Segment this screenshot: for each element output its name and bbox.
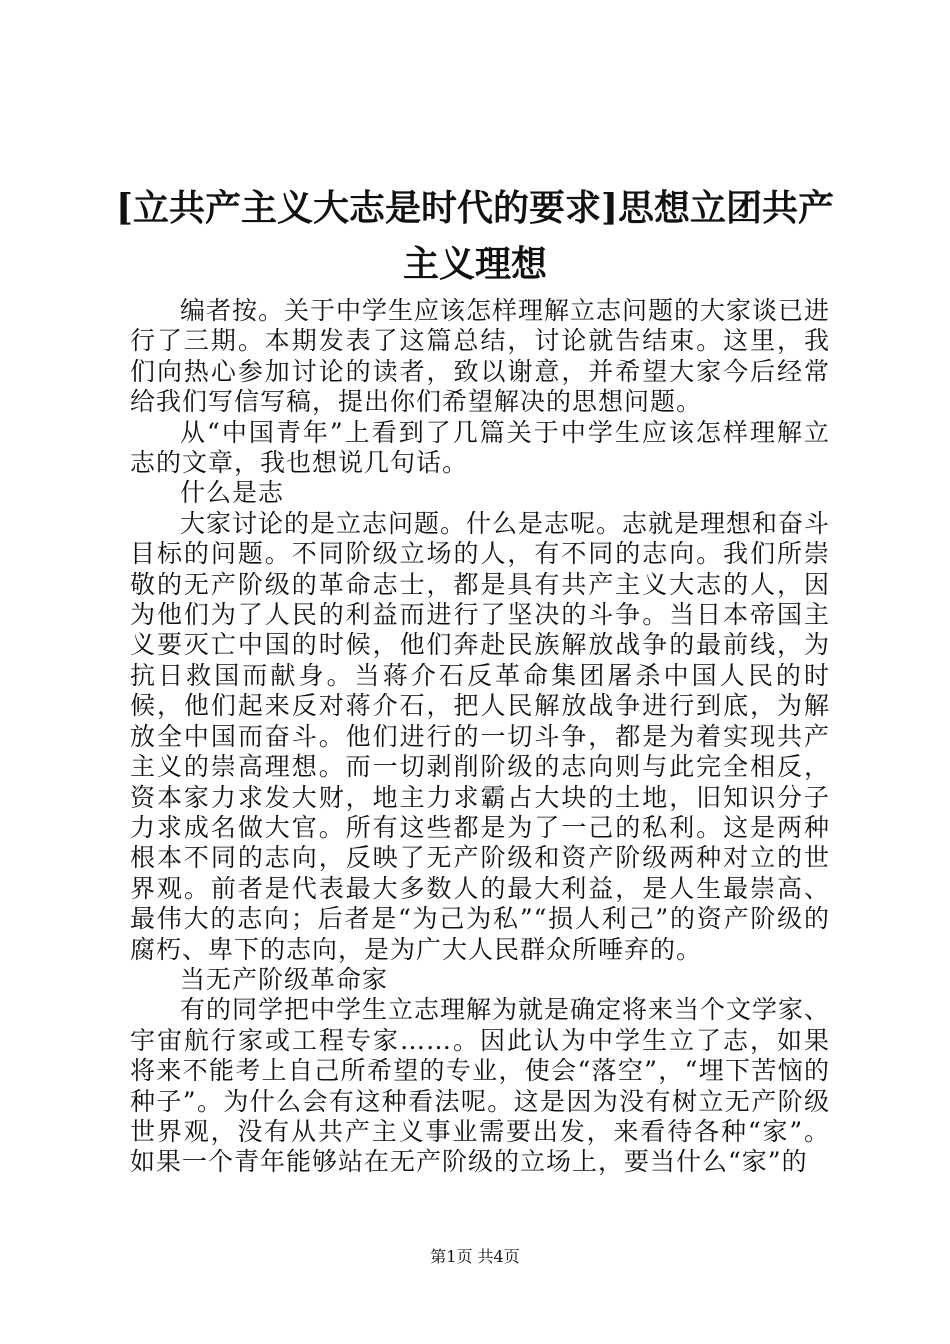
document-body — [130, 296, 830, 1178]
body-paragraph: 大家讨论的是立志问题。什么是志呢。志就是理想和奋斗目标的问题。不同阶级立场的人，有不同的志向。我们所崇敬的无产阶级的革命志士，都是具有共产主义大志的人，因为他们为了人民的利益而进行了坚决的斗争。当日本帝国主义要灭亡中国的时候，他们奔赴民族解放战争的最前线，为抗日救国而献身。当蒋介石反革命集团屠杀中国人民的时候，他们起来反对蒋介石，把人民解放战争进行到底，为解放全中国而奋斗。他们进行的一切斗争，都是为着实现共产主义的崇高理想。而一切剥削阶级的志向则与此完全相反，资本家力求发大财，地主力求霸占大块的土地，旧知识分子力求成名做大官。所有这些都是为了一己的私利。这是两种根本不同的志向，反映了无产阶级和资产阶级两种对立的世界观。前者是代表最大多数人的最大利益，是人生最崇高、最伟大的志向；后者是“为己为私”“损人利己”的资产阶级的腐朽、卑下的志向，是为广大人民群众所唾弃的。 — [130, 508, 831, 964]
body-paragraph: 有的同学把中学生立志理解为就是确定将来当个文学家、宇宙航行家或工程专家……。因此认为中学生立了志，如果将来不能考上自己所希望的专业，使会“落空”，“埋下苦恼的种子”。为什么会有这种看法呢。这是因为没有树立无产阶级世界观，没有从共产主义事业需要出发，来看待各种“家”。如果一个青年能够站在无产阶级的立场上，要当什么“家”的 — [130, 995, 831, 1177]
page-footer: 第1页 共4页 — [430, 1247, 520, 1266]
section-heading-what-is-ambition: 什么是志 — [180, 478, 285, 508]
document-title: [立共产主义大志是时代的要求]思想立团共产主义理想 — [115, 187, 835, 285]
section-heading-proletarian-revolutionary: 当无产阶级革命家 — [180, 964, 389, 994]
editor-note-paragraph: 编者按。关于中学生应该怎样理解立志问题的大家谈已进行了三期。本期发表了这篇总结，讨论就告结束。这里，我们向热心参加讨论的读者，致以谢意，并希望大家今后经常给我们写信写稿，提出你们希望解决的思想问题。 — [130, 296, 831, 417]
intro-paragraph: 从“中国青年”上看到了几篇关于中学生应该怎样理解立志的文章，我也想说几句话。 — [130, 417, 830, 478]
